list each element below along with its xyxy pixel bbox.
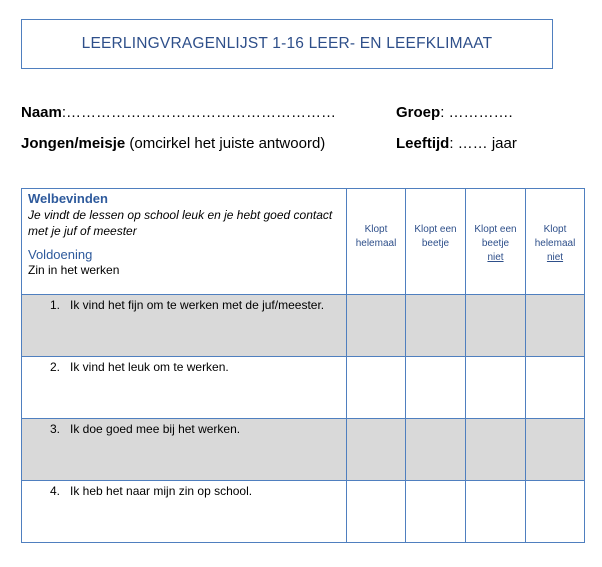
question-number: 2. (50, 360, 61, 374)
groep-field (396, 104, 513, 121)
column-header-klopt-een-beetje (406, 189, 466, 295)
question-cell (22, 357, 347, 419)
questionnaire-table (21, 188, 585, 543)
jongen-meisje-label: Jongen/meisje (21, 135, 126, 152)
answer-cell-klopt-een-beetje[interactable] (406, 481, 466, 543)
answer-cell-klopt-een-beetje-niet[interactable] (466, 481, 526, 543)
leeftijd-value: : …… jaar (449, 135, 517, 152)
section-title-voldoening: Voldoening (28, 247, 93, 262)
naam-field (21, 104, 336, 121)
question-row-4 (22, 481, 585, 543)
question-number: 1. (50, 298, 61, 312)
naam-value: :……………………………………………… (61, 104, 337, 121)
section-title-welbevinden: Welbevinden (28, 191, 108, 206)
answer-cell-klopt-helemaal[interactable] (347, 481, 406, 543)
answer-cell-klopt-helemaal-niet[interactable] (526, 419, 585, 481)
column-header-line-underlined: niet (487, 252, 504, 263)
answer-cell-klopt-een-beetje[interactable] (406, 419, 466, 481)
answer-cell-klopt-helemaal-niet[interactable] (526, 357, 585, 419)
answer-cell-klopt-helemaal[interactable] (347, 419, 406, 481)
section-description (22, 189, 347, 295)
jongen-meisje-field (21, 135, 325, 152)
section-text-welbevinden: Je vindt de lessen op school leuk en je hebt goed contact met je juf of meester (28, 208, 333, 238)
column-header-line-underlined: niet (546, 252, 564, 263)
groep-label: Groep (396, 104, 441, 121)
question-cell (22, 419, 347, 481)
column-header-klopt-een-beetje-niet (466, 189, 526, 295)
column-header-line: beetje (421, 238, 450, 249)
column-header-klopt-helemaal-niet (526, 189, 585, 295)
answer-cell-klopt-helemaal[interactable] (347, 295, 406, 357)
question-number: 3. (50, 422, 61, 436)
column-header-line: helemaal (534, 238, 576, 249)
question-cell (22, 481, 347, 543)
column-header-line: beetje (481, 238, 510, 249)
question-row-1 (22, 295, 585, 357)
leeftijd-label: Leeftijd (396, 135, 450, 152)
answer-cell-klopt-een-beetje-niet[interactable] (466, 295, 526, 357)
answer-cell-klopt-helemaal-niet[interactable] (526, 481, 585, 543)
answer-cell-klopt-een-beetje-niet[interactable] (466, 357, 526, 419)
title-box (21, 19, 553, 69)
answer-cell-klopt-helemaal[interactable] (347, 357, 406, 419)
answer-cell-klopt-een-beetje[interactable] (406, 295, 466, 357)
section-text-voldoening: Zin in het werken (28, 263, 120, 277)
answer-cell-klopt-helemaal-niet[interactable] (526, 295, 585, 357)
answer-cell-klopt-een-beetje[interactable] (406, 357, 466, 419)
question-text: Ik doe goed mee bij het werken. (70, 422, 241, 436)
question-text: Ik vind het leuk om te werken. (70, 360, 229, 374)
question-text: Ik heb het naar mijn zin op school. (70, 484, 253, 498)
column-header-line: Klopt (364, 224, 388, 235)
naam-label: Naam (21, 104, 62, 121)
column-header-klopt-helemaal (347, 189, 406, 295)
column-header-line: Klopt (543, 224, 567, 235)
column-header-line: Klopt een (474, 224, 517, 235)
leeftijd-field (396, 135, 517, 152)
jongen-meisje-value: (omcirkel het juiste antwoord) (125, 135, 326, 152)
question-text: Ik vind het fijn om te werken met de juf/meester. (70, 298, 325, 312)
groep-value: : …………. (440, 104, 513, 121)
question-number: 4. (50, 484, 61, 498)
question-row-3 (22, 419, 585, 481)
column-header-line: helemaal (355, 238, 397, 249)
column-header-line: Klopt een (414, 224, 457, 235)
question-row-2 (22, 357, 585, 419)
header-row (22, 189, 585, 295)
page-title: LEERLINGVRAGENLIJST 1-16 LEER- EN LEEFKLIMAAT (81, 35, 493, 52)
question-cell (22, 295, 347, 357)
answer-cell-klopt-een-beetje-niet[interactable] (466, 419, 526, 481)
